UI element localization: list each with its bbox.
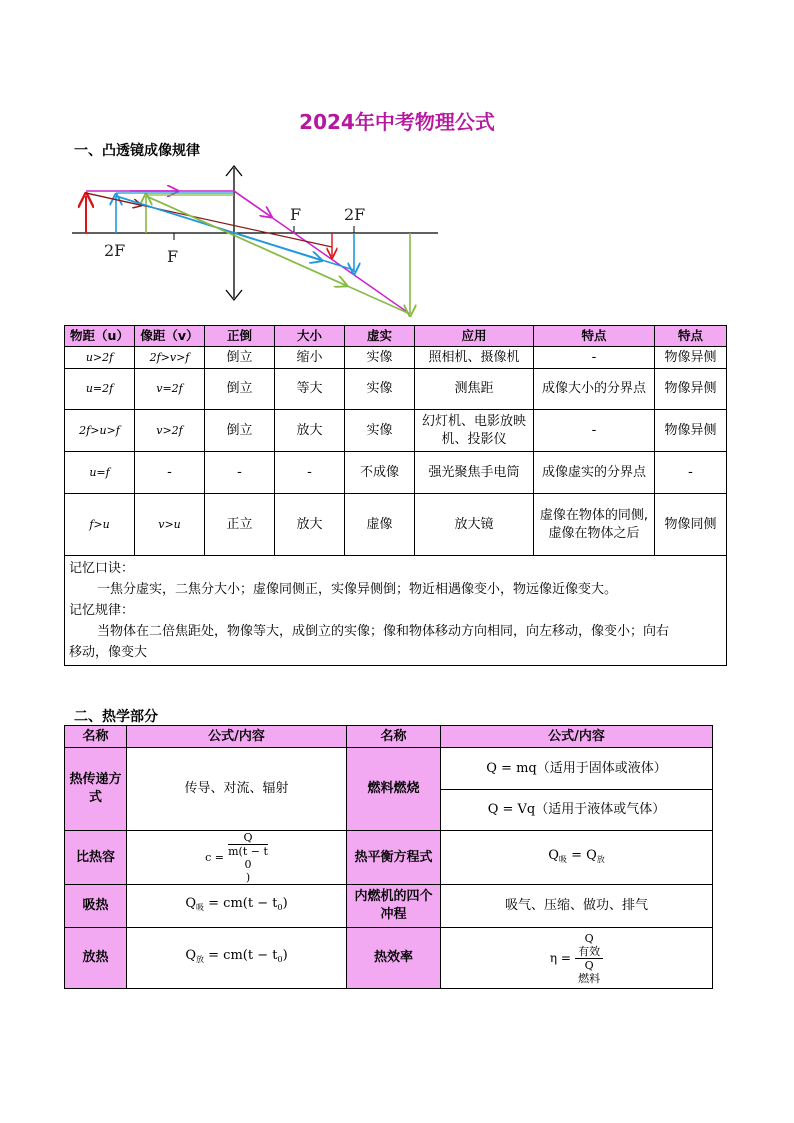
cell-thermal-efficiency: 热效率 (347, 928, 441, 989)
table-row (65, 831, 713, 885)
cell: f>u (65, 494, 135, 556)
cell: - (135, 452, 205, 494)
header-feature: 特点 (534, 326, 655, 347)
label-f-right: F (290, 205, 302, 224)
cell: 成像大小的分界点 (534, 369, 655, 410)
label-2f-left: 2F (104, 241, 126, 260)
cell: 虚像在物体的同侧,虚像在物体之后 (534, 494, 655, 556)
cell-specific-heat-formula (127, 831, 347, 885)
cell: v=2f (135, 369, 205, 410)
cell: 物像异侧 (655, 347, 727, 369)
cell: v>2f (135, 410, 205, 452)
cell: 倒立 (205, 347, 275, 369)
cell: 物像异侧 (655, 369, 727, 410)
cell: 缩小 (275, 347, 345, 369)
header-feature-2: 特点 (655, 326, 727, 347)
fraction-numerator: Q (228, 831, 268, 845)
formula-q-vq: Q = Vq (487, 802, 536, 817)
specific-heat-fraction (228, 831, 268, 884)
page-title: 2024年中考物理公式 (299, 110, 495, 134)
table-row (65, 748, 713, 790)
section-heading-thermal: 二、热学部分 (74, 709, 158, 725)
cell: 倒立 (205, 369, 275, 410)
header-name: 名称 (65, 726, 127, 748)
cell-heat-absorb: 吸热 (65, 885, 127, 928)
header-name-2: 名称 (347, 726, 441, 748)
label-f-left: F (167, 247, 179, 266)
cell-heat-release: 放热 (65, 928, 127, 989)
memo-text-2b: 移动，像变大 (69, 645, 148, 660)
cell: 幻灯机、电影放映机、投影仪 (415, 410, 534, 452)
table-row (65, 452, 727, 494)
fraction-denominator: m(t − t 0 ) (228, 845, 268, 884)
cell-heat-absorb-formula: $Q_吸 = cm(t - t_0)$ (127, 885, 347, 928)
cell: v>u (135, 494, 205, 556)
table-row (65, 494, 727, 556)
cell: - (534, 347, 655, 369)
efficiency-fraction (575, 932, 603, 985)
cell: u>2f (65, 347, 135, 369)
cell: 实像 (345, 410, 415, 452)
cell: u=f (65, 452, 135, 494)
cell: - (275, 452, 345, 494)
cell-fuel-formula-b (441, 790, 713, 831)
cell-heat-balance: 热平衡方程式 (347, 831, 441, 885)
cell: 放大 (275, 494, 345, 556)
cell-heat-balance-formula: $Q_吸 = Q_放$ (441, 831, 713, 885)
memo-text-1: 一焦分虚实，二焦分大小；虚像同侧正，实像异侧倒；物近相遇像变小，物远像近像变大。 (97, 582, 618, 597)
cell: 正立 (205, 494, 275, 556)
formula-q-mq: Q = mq (486, 760, 537, 776)
cell-fuel-combustion: 燃料燃烧 (347, 748, 441, 831)
table-row (65, 885, 713, 928)
header-real-virtual: 虚实 (345, 326, 415, 347)
table-header-row (65, 726, 713, 748)
header-size: 大小 (275, 326, 345, 347)
cell: 倒立 (205, 410, 275, 452)
cell-engine-strokes-content: 吸气、压缩、做功、排气 (441, 885, 713, 928)
table-header-row (65, 326, 727, 347)
header-application: 应用 (415, 326, 534, 347)
memo-label-2: 记忆规律： (69, 603, 135, 618)
cell: 等大 (275, 369, 345, 410)
fraction-denominator: Q 燃料 (578, 958, 601, 985)
table-row (65, 347, 727, 369)
cell: 放大 (275, 410, 345, 452)
cell: 2f>u>f (65, 410, 135, 452)
lens-imaging-table (64, 325, 727, 666)
cell-heat-transfer-content: 传导、对流、辐射 (127, 748, 347, 831)
cell: 2f>v>f (135, 347, 205, 369)
cell-heat-release-formula: $Q_放 = cm(t - t_0)$ (127, 928, 347, 989)
cell: 强光聚焦手电筒 (415, 452, 534, 494)
header-formula: 公式/内容 (127, 726, 347, 748)
cell: 测焦距 (415, 369, 534, 410)
header-image-distance: 像距（v） (135, 326, 205, 347)
section-heading-lens: 一、凸透镜成像规律 (74, 143, 200, 159)
cell: 不成像 (345, 452, 415, 494)
formula-note-a: （适用于固体或液体） (536, 760, 667, 776)
cell: 放大镜 (415, 494, 534, 556)
table-row (65, 410, 727, 452)
header-formula-2: 公式/内容 (441, 726, 713, 748)
cell-engine-strokes: 内燃机的四个冲程 (347, 885, 441, 928)
formula-c-eq: c = (205, 851, 224, 864)
thermal-table (64, 725, 713, 989)
cell: u=2f (65, 369, 135, 410)
cell-fuel-formula-a (441, 748, 713, 790)
cell-specific-heat: 比热容 (65, 831, 127, 885)
fraction-numerator: Q 有效 (575, 932, 603, 959)
memo-cell (65, 556, 727, 666)
cell: 实像 (345, 369, 415, 410)
cell: 虚像 (345, 494, 415, 556)
formula-note-b: （适用于液体或气体） (535, 802, 666, 817)
cell: 成像虚实的分界点 (534, 452, 655, 494)
header-object-distance: 物距（u） (65, 326, 135, 347)
cell: 物像异侧 (655, 410, 727, 452)
cell: - (534, 410, 655, 452)
table-row (65, 369, 727, 410)
memo-row (65, 556, 727, 666)
cell-thermal-efficiency-formula (441, 928, 713, 989)
cell: - (205, 452, 275, 494)
cell: 实像 (345, 347, 415, 369)
cell: 物像同侧 (655, 494, 727, 556)
header-orientation: 正倒 (205, 326, 275, 347)
cell: - (655, 452, 727, 494)
lens-ray-diagram (70, 160, 450, 322)
label-2f-right: 2F (344, 205, 366, 224)
cell-heat-transfer: 热传递方式 (65, 748, 127, 831)
formula-eta: η = (549, 950, 571, 965)
memo-label-1: 记忆口诀： (69, 561, 135, 576)
cell: 照相机、摄像机 (415, 347, 534, 369)
table-row (65, 928, 713, 989)
memo-text-2a: 当物体在二倍焦距处，物像等大，成倒立的实像；像和物体移动方向相同，向左移动，像变小；向右 (97, 624, 670, 639)
